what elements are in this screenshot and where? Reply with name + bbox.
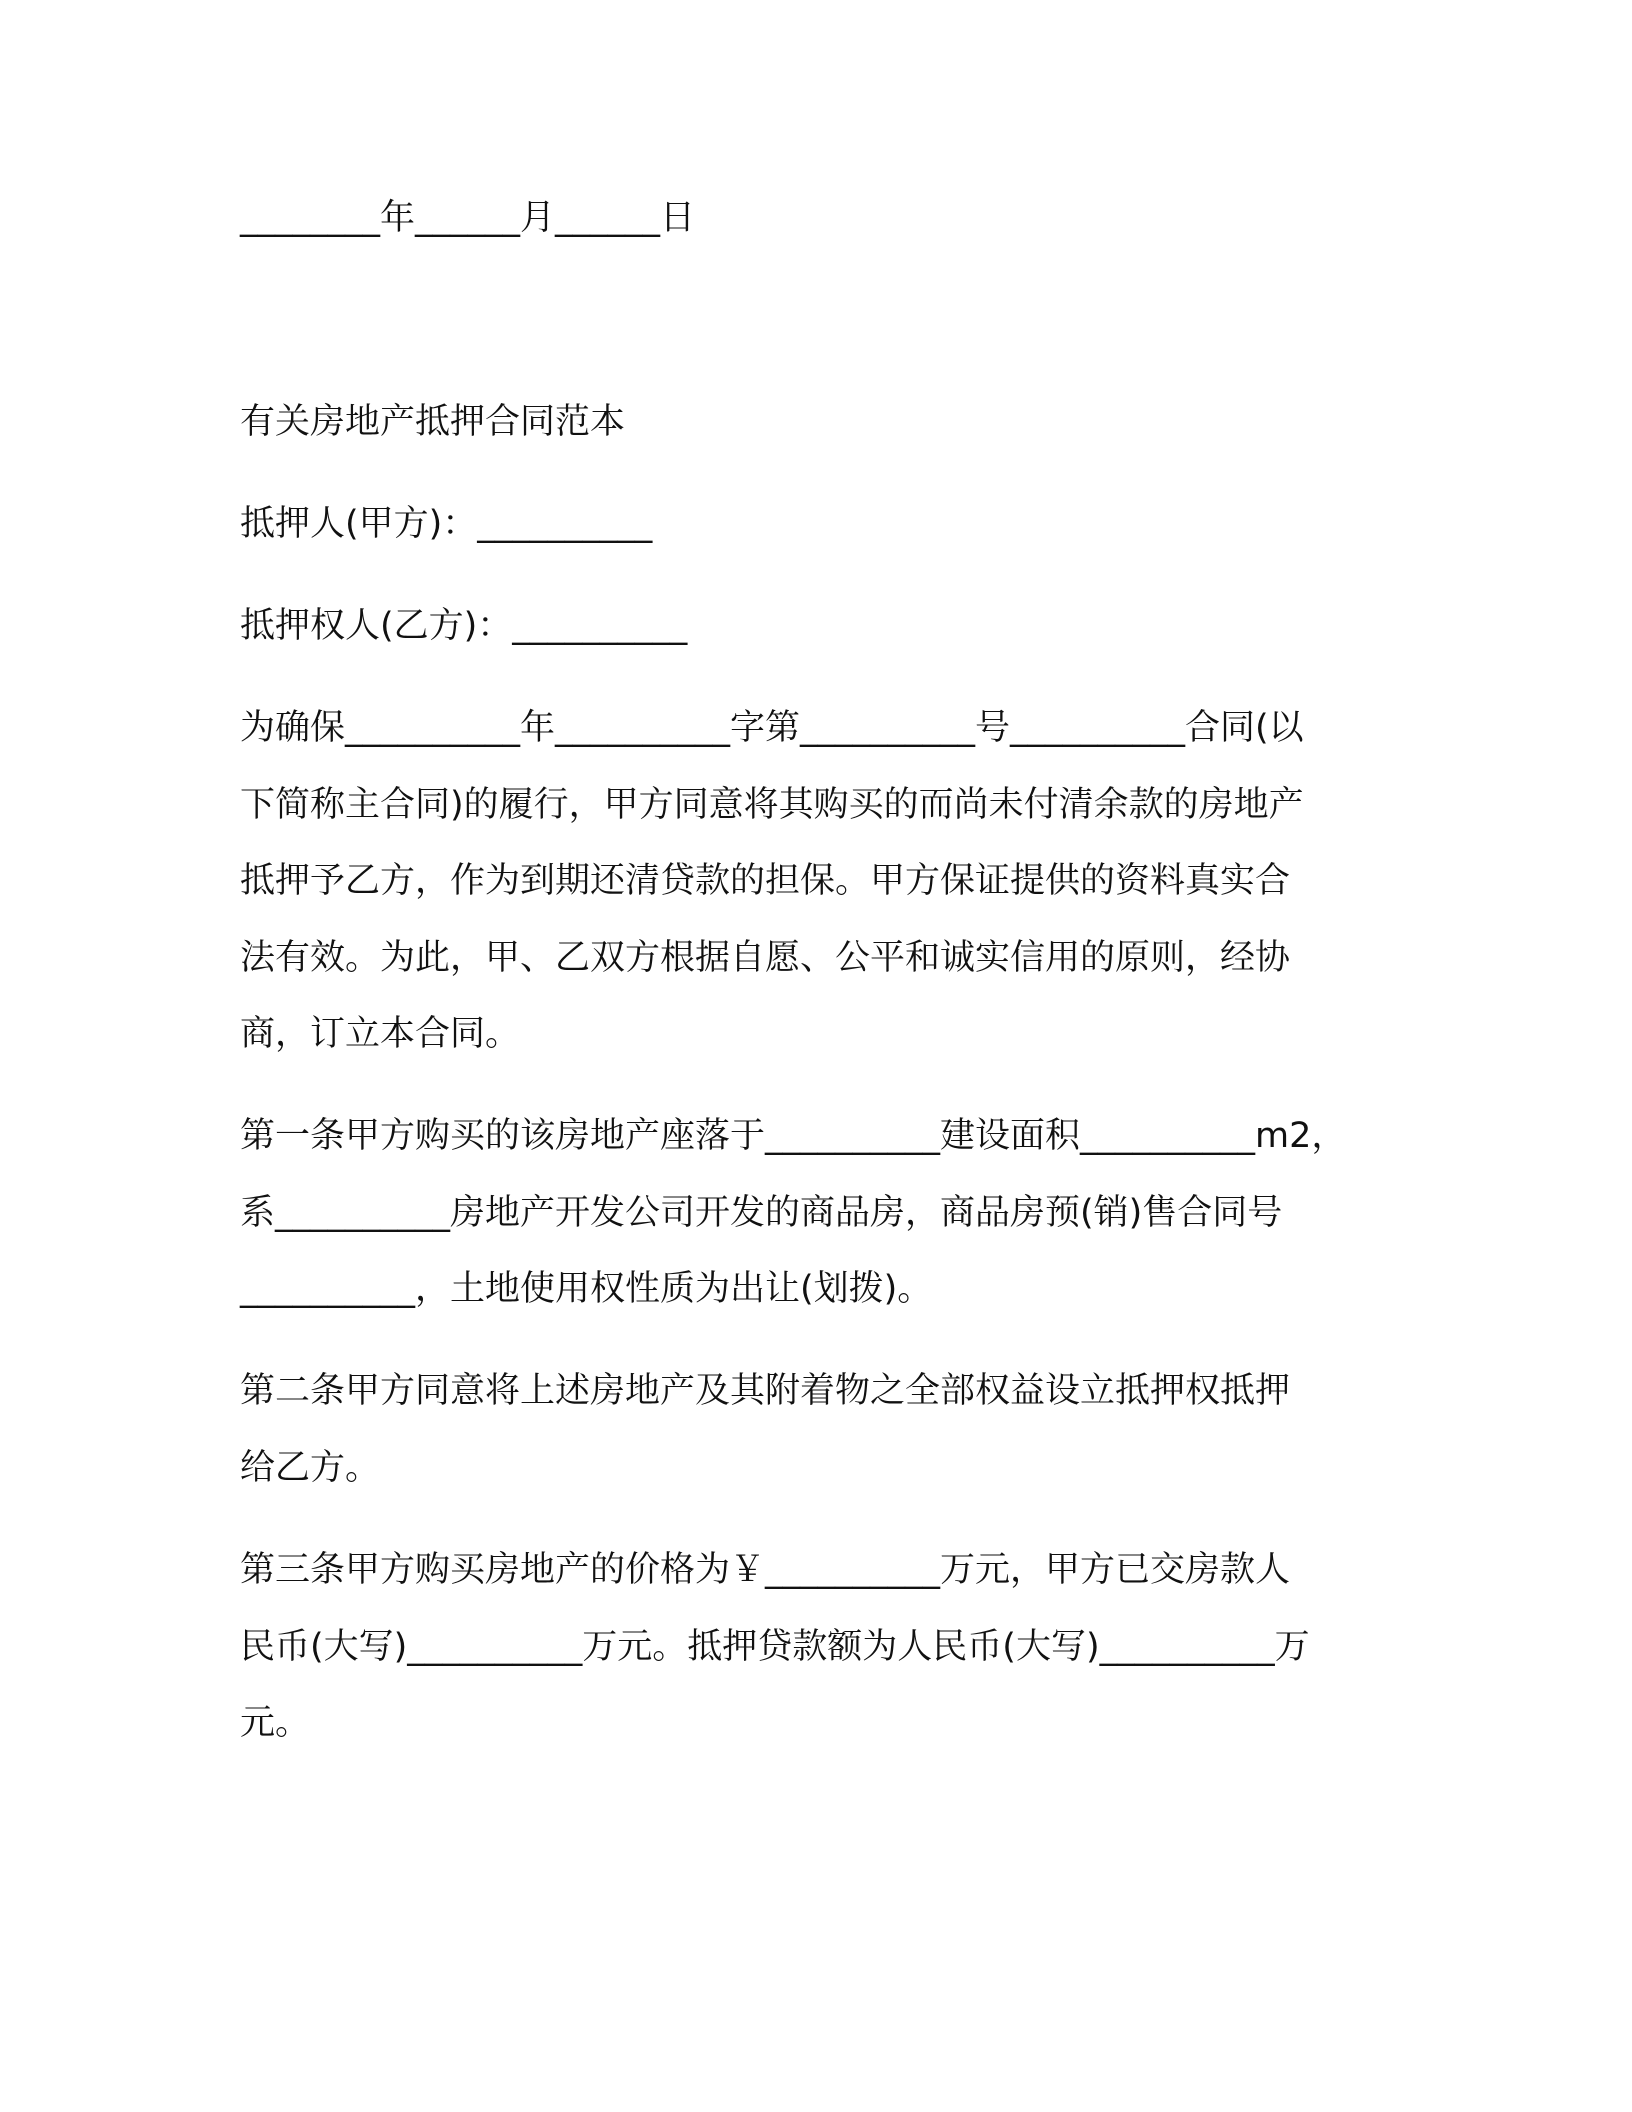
- article-2-line: 第二条甲方同意将上述房地产及其附着物之全部权益设立抵押权抵押: [240, 1371, 1291, 1411]
- mortgagee-line: 抵押权人(乙方)：__________: [240, 606, 688, 646]
- article-3-line: 民币(大写)__________万元。抵押贷款额为人民币(大写)__________万: [240, 1627, 1310, 1667]
- preamble-line: 商，订立本合同。: [240, 1014, 521, 1054]
- date-line: ________年______月______日: [240, 198, 696, 238]
- preamble-line: 抵押予乙方，作为到期还清贷款的担保。甲方保证提供的资料真实合: [240, 861, 1291, 901]
- article-1-line: __________，土地使用权性质为出让(划拨)。: [240, 1269, 933, 1309]
- article-3-line: 元。: [240, 1703, 311, 1743]
- article-3-line: 第三条甲方购买房地产的价格为￥__________万元，甲方已交房款人: [240, 1550, 1291, 1590]
- preamble-line: 为确保__________年__________字第__________号__________合同(以: [240, 708, 1304, 748]
- document-title: 有关房地产抵押合同范本: [240, 402, 626, 442]
- article-1-line: 第一条甲方购买的该房地产座落于__________建设面积__________m2，: [240, 1116, 1347, 1156]
- article-2-line: 给乙方。: [240, 1448, 381, 1488]
- preamble-line: 法有效。为此，甲、乙双方根据自愿、公平和诚实信用的原则，经协: [240, 938, 1291, 978]
- preamble-line: 下简称主合同)的履行，甲方同意将其购买的而尚未付清余款的房地产: [240, 785, 1304, 825]
- mortgagor-line: 抵押人(甲方)：__________: [240, 504, 653, 544]
- article-1-line: 系__________房地产开发公司开发的商品房，商品房预(销)售合同号: [240, 1193, 1283, 1233]
